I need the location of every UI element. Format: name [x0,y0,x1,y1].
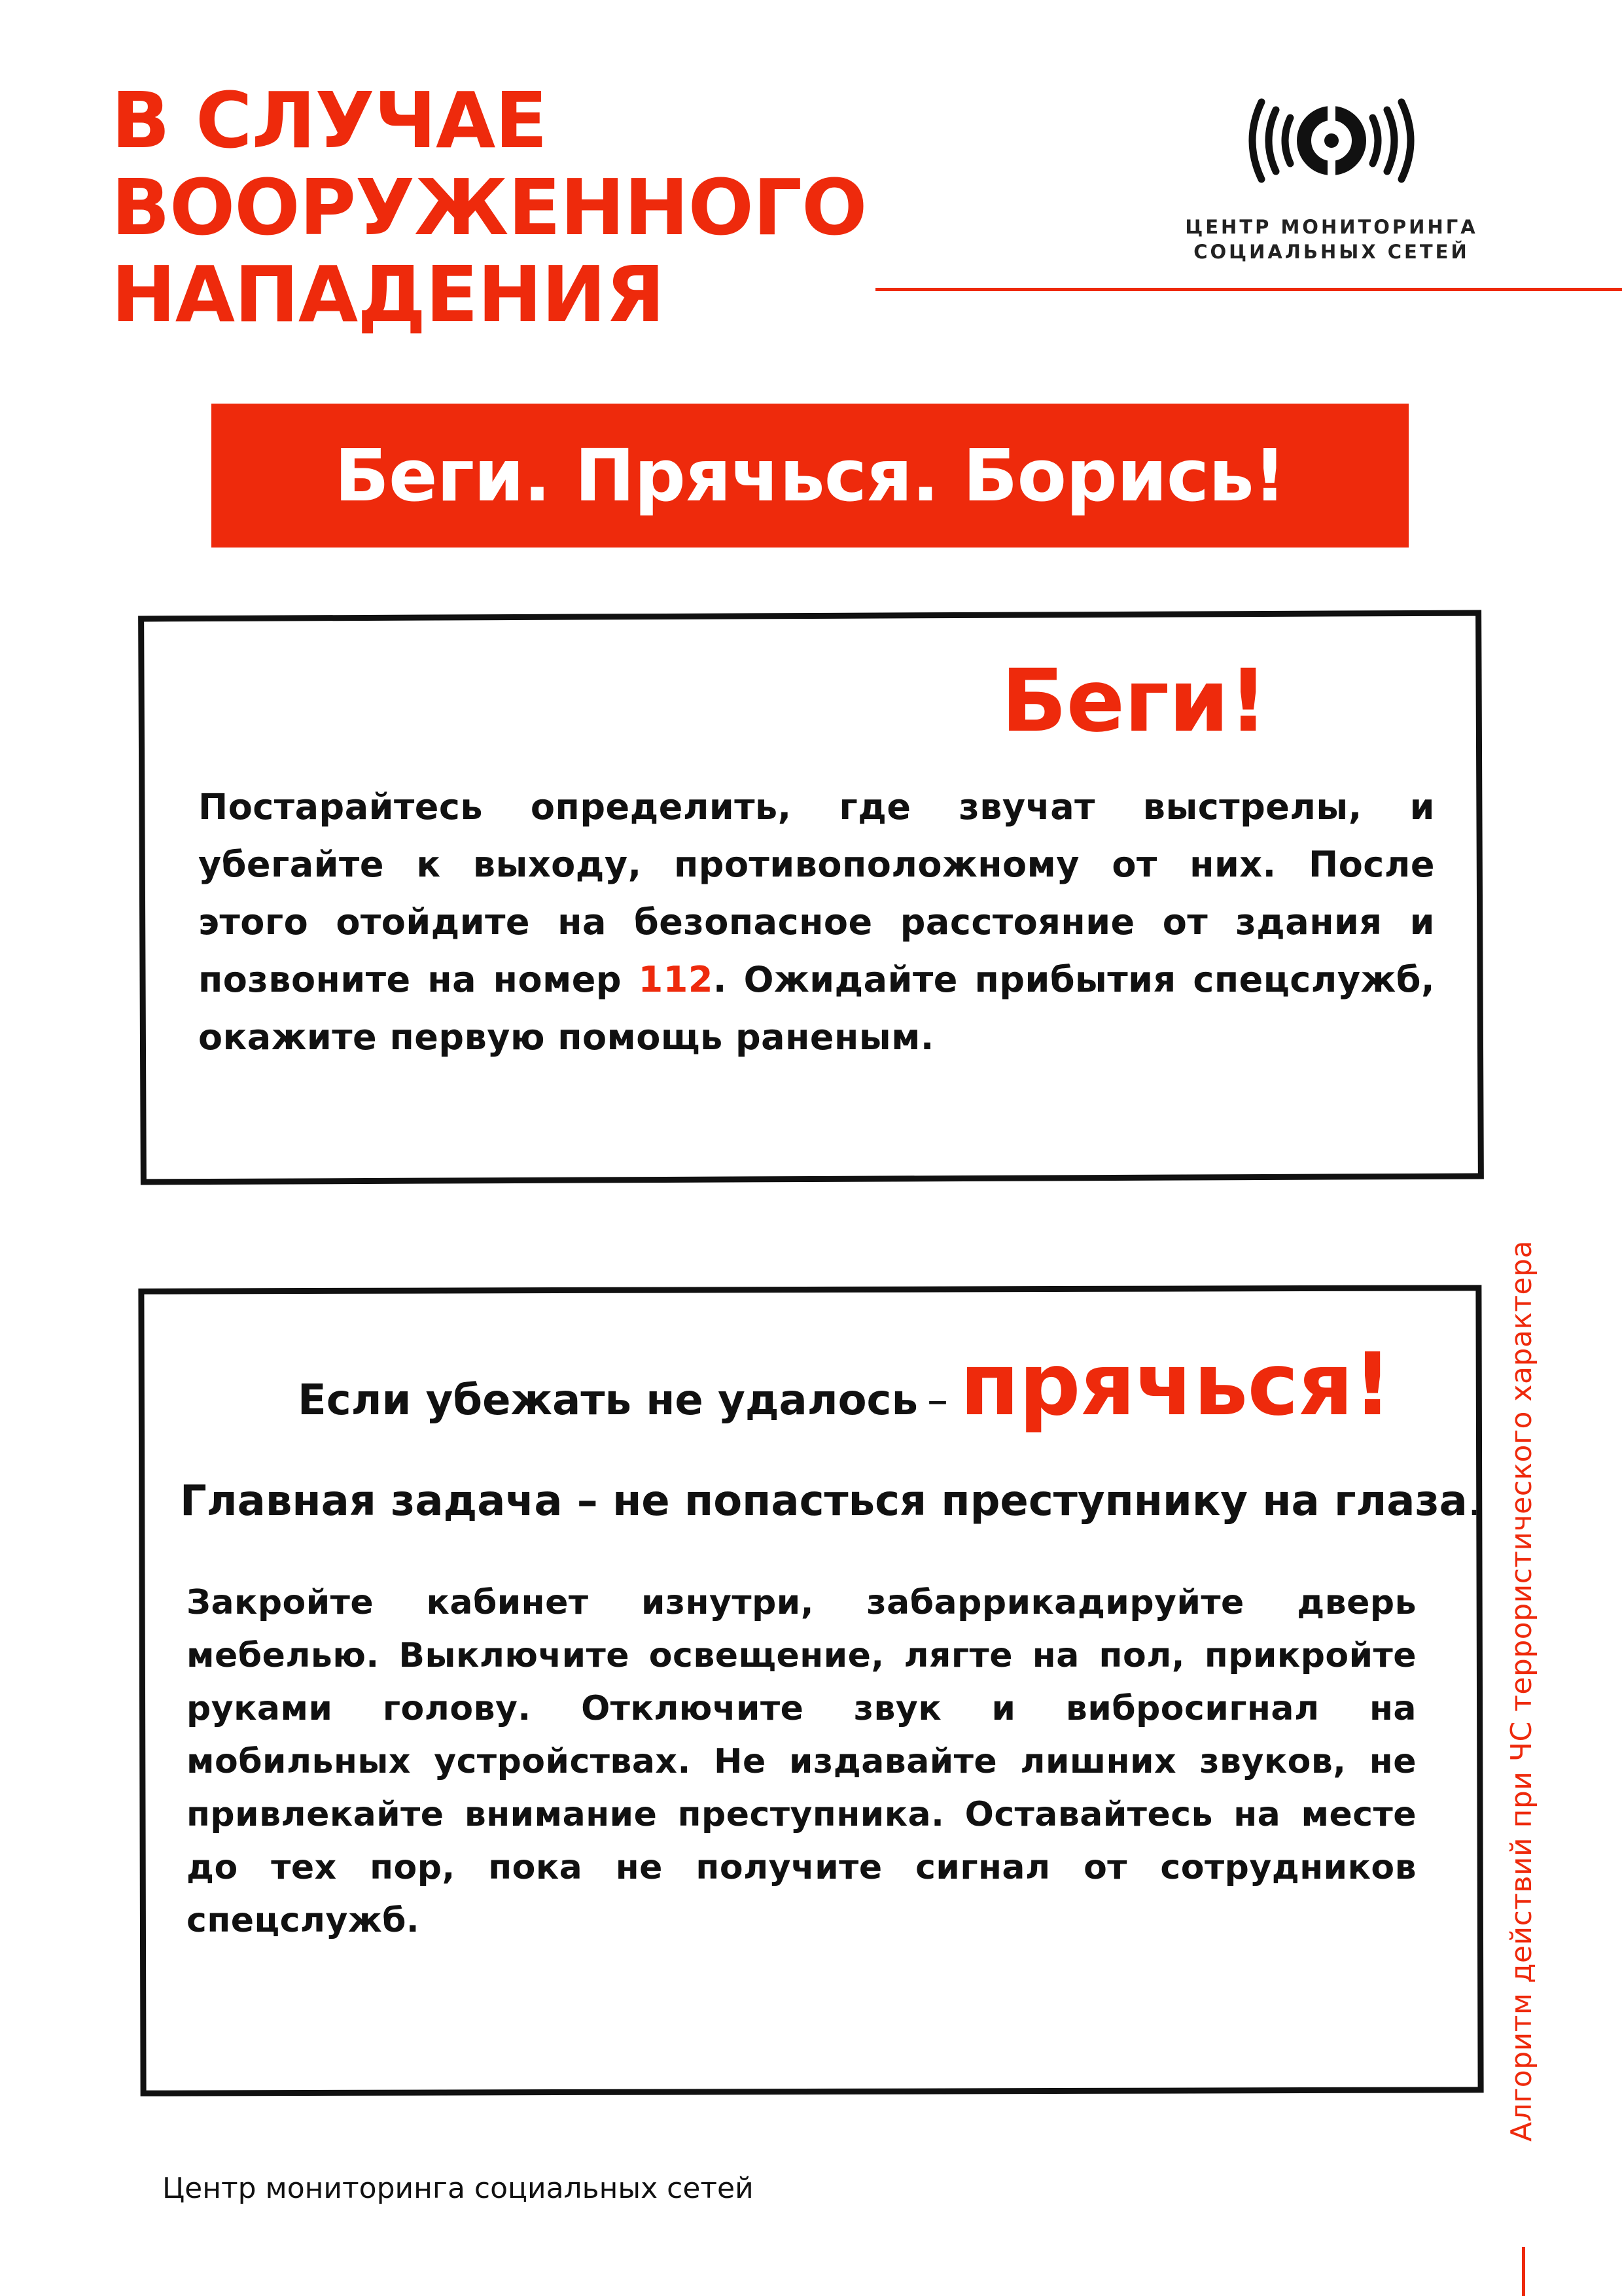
header-divider [875,288,1622,291]
page-title-line-2: ВООРУЖЕННОГО [111,162,867,252]
logo-text [1112,215,1551,264]
page-title-line-3: НАПАДЕНИЯ [111,249,665,339]
hide-dash: – [926,1376,948,1425]
logo-text-line-2: СОЦИАЛЬНЫХ СЕТЕЙ [1193,241,1470,263]
footer-text: Центр мониторинга социальных сетей [162,2172,754,2205]
slogan-banner [211,404,1409,548]
run-text-part-2: . Ожидайте прибытия спецслужб, окажите первую помощь раненым. [198,959,1435,1058]
logo-text-line-1: ЦЕНТР МОНИТОРИНГА [1185,216,1478,238]
run-heading: Беги! [1001,651,1267,752]
broadcast-signal-icon [1237,92,1426,190]
side-divider [1522,2247,1525,2296]
hide-lead-text: Если убежать не удалось [298,1376,918,1425]
run-instructions [198,778,1435,1066]
main-task-text: Главная задача – не попасться преступнику на глаза [180,1477,1468,1525]
main-task-period: . [1467,1477,1481,1525]
page-title-line-1: В СЛУЧАЕ [111,75,547,165]
emergency-phone-number: 112 [638,959,713,1000]
hide-heading: прячься! [959,1334,1392,1435]
run-text-part-1: Постарайтесь определить, где звучат выстрелы, и убегайте к выходу, противоположному от них. После этого отойдите на безопасное расстояние от здания и позвоните на номер [198,786,1435,1000]
side-caption: Алгоритм действий при ЧС террористического характера [1505,1240,1538,2142]
hide-instructions: Закройте кабинет изнутри, забаррикадируйте дверь мебелью. Выключите освещение, лягте на пол, прикройте руками голову. Отключите звук и вибросигнал на мобильных устройствах. Не издавайте лишних звуков, не привлекайте внимание преступника. Оставайтесь на месте до тех пор, пока не получите сигнал от сотрудников спецслужб. [186,1583,1417,1940]
hide-heading-line [298,1334,1392,1435]
slogan-text: Беги. Прячься. Борись! [334,434,1286,517]
page-title [111,77,962,338]
main-task-line [180,1477,1481,1525]
